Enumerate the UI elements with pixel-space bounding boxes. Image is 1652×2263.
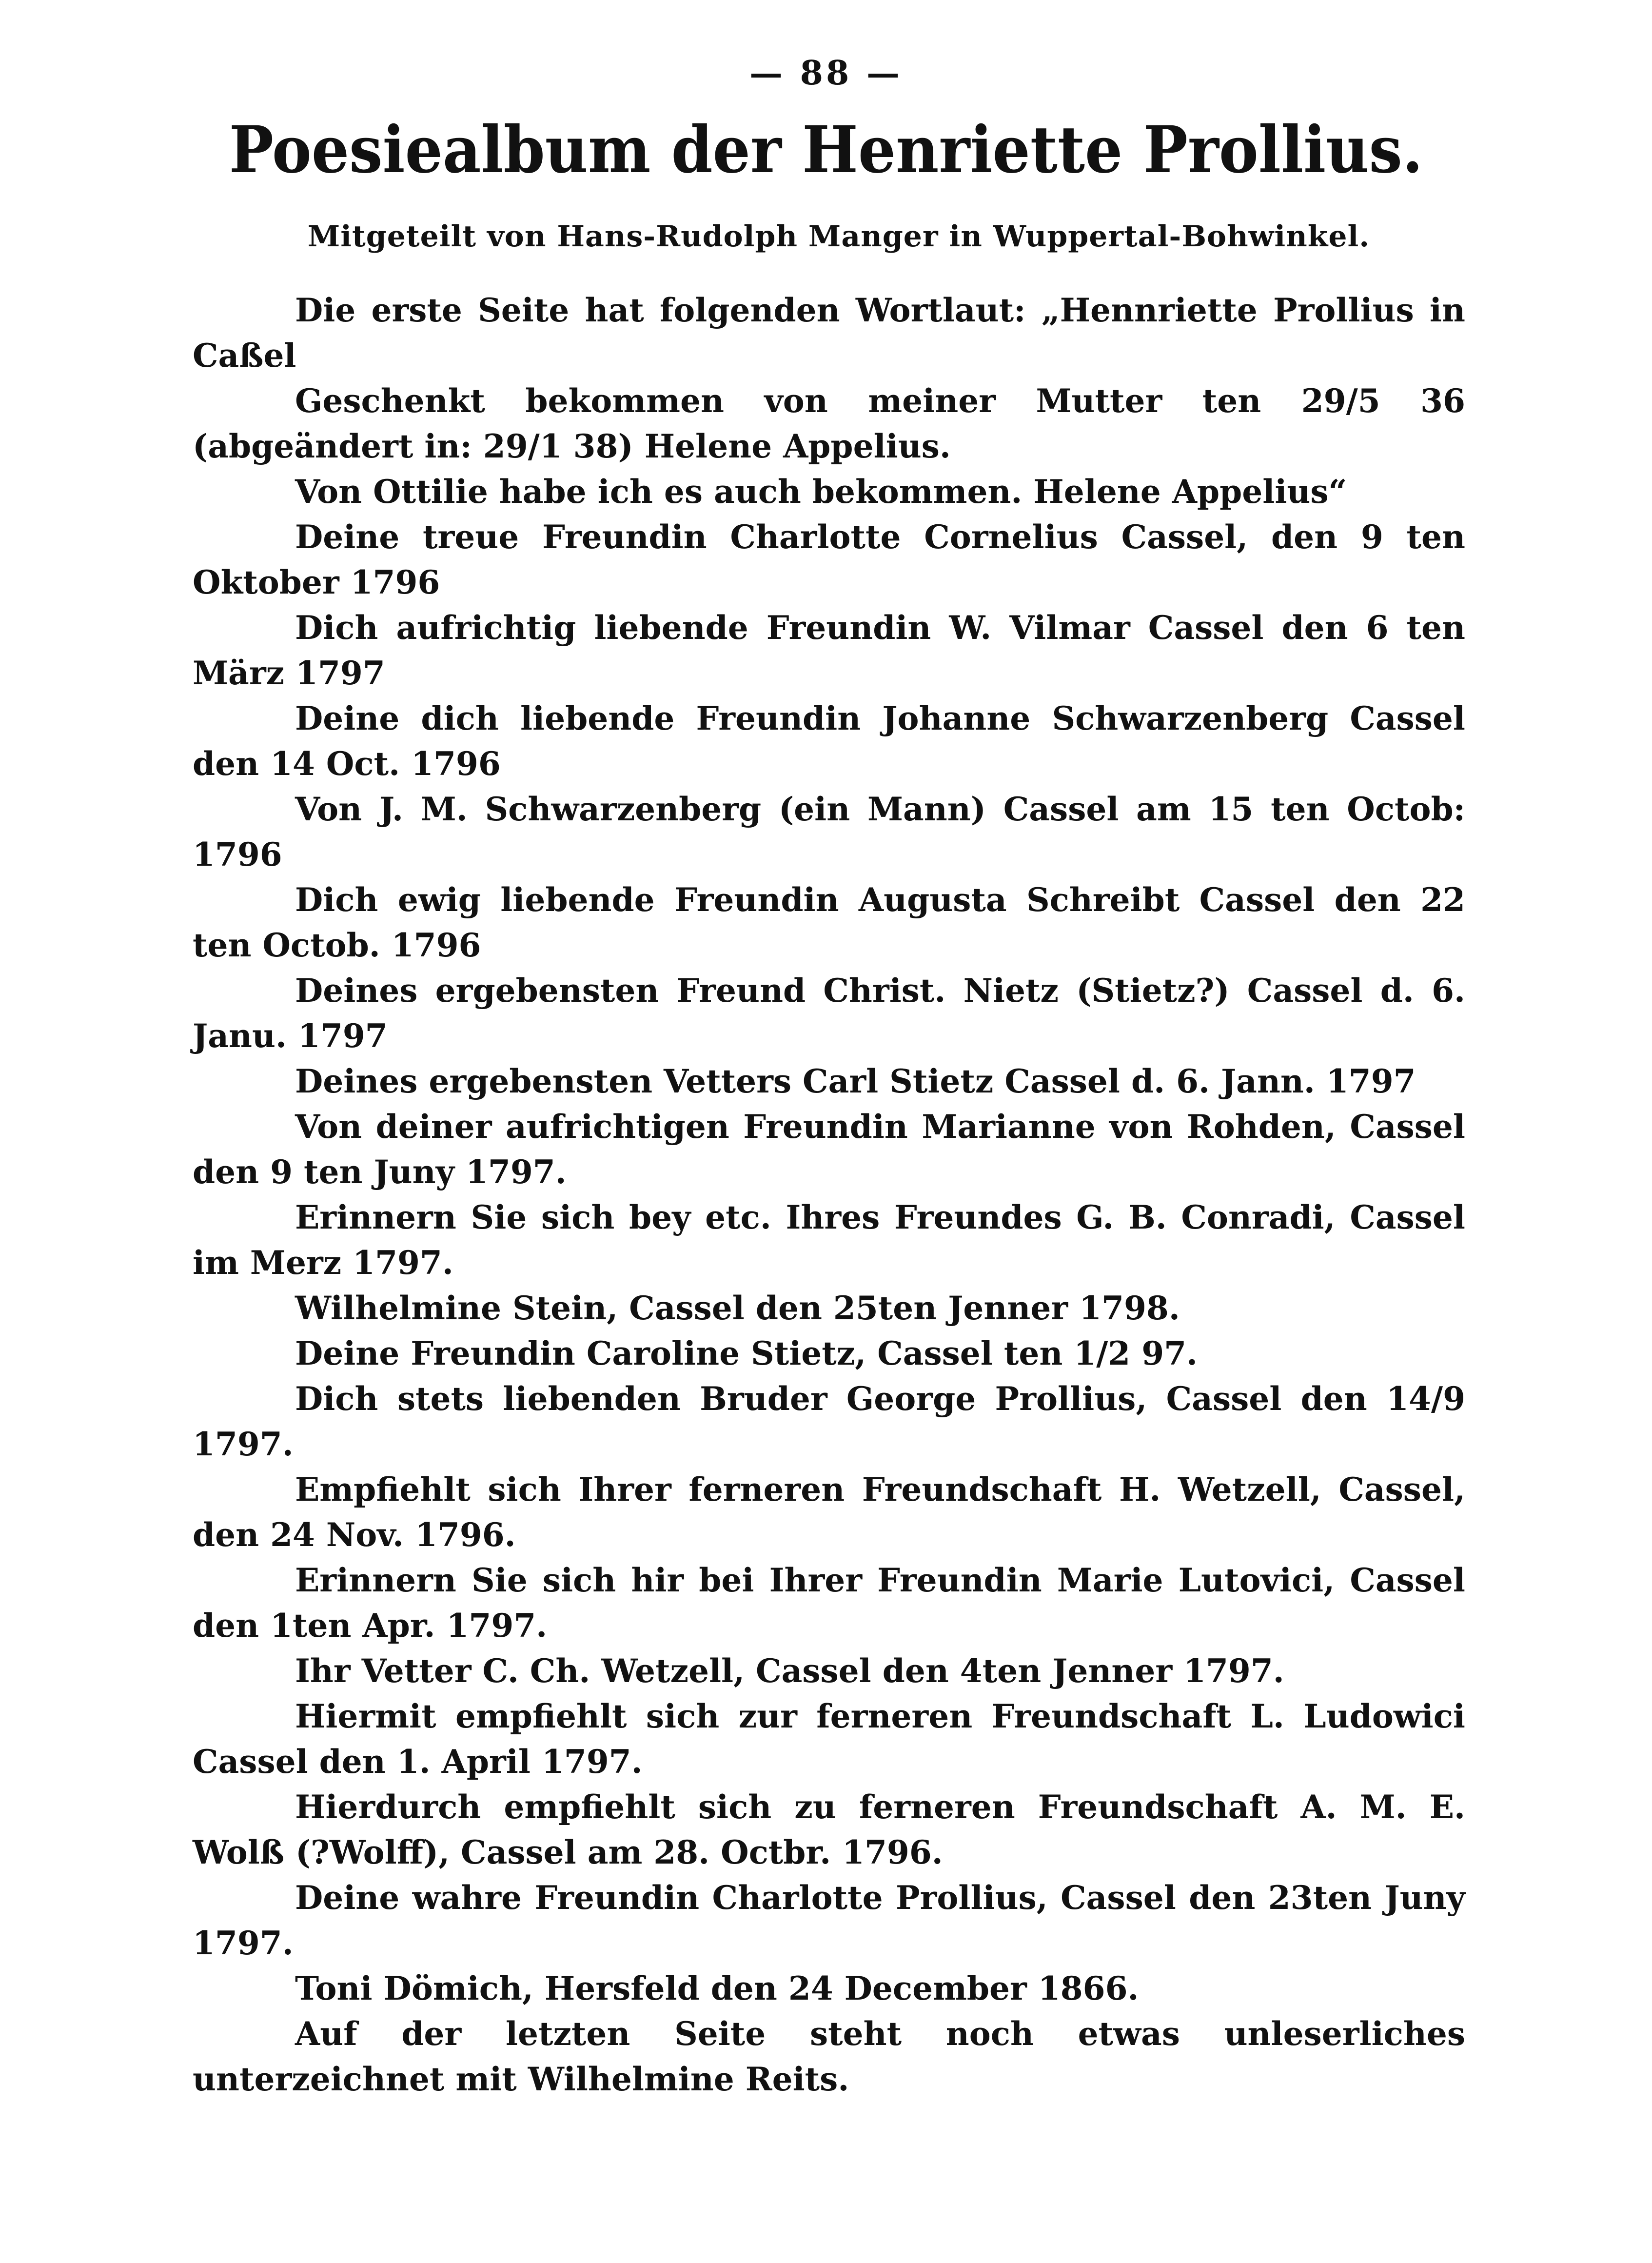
entry: Deine Freundin Caroline Stietz, Cassel ten 1/2 97. [295,1334,1198,1372]
entry: Deine treue Freundin Charlotte Cornelius Cassel, den 9 ten Oktober 1796 [193,518,1465,601]
entry-intro: Die erste Seite hat folgenden Wortlaut: „Hennriette Prollius in Caßel [193,291,1465,375]
entry: Hierdurch empfiehlt sich zu ferneren Freundschaft A. M. E. Wolß (?Wolff), Cassel am 28. Octbr. 1796. [193,1788,1465,1871]
entry: Toni Dömich, Hersfeld den 24 December 1866. [295,1969,1139,2007]
page-number: — 88 — [749,54,903,93]
entry: Erinnern Sie sich bey etc. Ihres Freundes G. B. Conradi, Cassel im Merz 1797. [193,1198,1465,1282]
entry: Von J. M. Schwarzenberg (ein Mann) Cassel am 15 ten Octob: 1796 [193,790,1465,873]
subtitle: Mitgeteilt von Hans-Rudolph Manger in Wuppertal-Bohwinkel. [307,219,1370,254]
entry: Deines ergebensten Freund Christ. Nietz (Stietz?) Cassel d. 6. Janu. 1797 [193,972,1465,1055]
entry: Empfiehlt sich Ihrer ferneren Freundschaft H. Wetzell, Cassel, den 24 Nov. 1796. [193,1470,1465,1554]
entry: Von Ottilie habe ich es auch bekommen. Helene Appelius“ [295,473,1347,511]
entry: Hiermit empfiehlt sich zur ferneren Freundschaft L. Ludowici Cassel den 1. April 1797. [193,1697,1465,1781]
entry: Ihr Vetter C. Ch. Wetzell, Cassel den 4ten Jenner 1797. [295,1652,1284,1690]
entry: Deine wahre Freundin Charlotte Prollius, Cassel den 23ten Juny 1797. [193,1879,1465,1962]
entry: Von deiner aufrichtigen Freundin Marianne von Rohden, Cassel den 9 ten Juny 1797. [193,1108,1465,1191]
entry: Geschenkt bekommen von meiner Mutter ten 29/5 36 (abgeändert in: 29/1 38) Helene Appelius. [193,382,1465,465]
entry: Dich stets liebenden Bruder George Prollius, Cassel den 14/9 1797. [193,1380,1465,1463]
page-title: Poesiealbum der Henriette Prollius. [229,112,1423,188]
entry: Deine dich liebende Freundin Johanne Schwarzenberg Cassel den 14 Oct. 1796 [193,699,1465,783]
entry: Deines ergebensten Vetters Carl Stietz Cassel d. 6. Jann. 1797 [295,1062,1416,1100]
entry: Erinnern Sie sich hir bei Ihrer Freundin Marie Lutovici, Cassel den 1ten Apr. 1797. [193,1561,1465,1645]
entry-closing: Auf der letzten Seite steht noch etwas unleserliches unterzeichnet mit Wilhelmine Reits. [193,2015,1465,2098]
entry: Wilhelmine Stein, Cassel den 25ten Jenner 1798. [295,1289,1180,1327]
entry: Dich ewig liebende Freundin Augusta Schreibt Cassel den 22 ten Octob. 1796 [193,881,1465,964]
entry: Dich aufrichtig liebende Freundin W. Vilmar Cassel den 6 ten März 1797 [193,609,1465,692]
album-entries [193,288,1465,2102]
